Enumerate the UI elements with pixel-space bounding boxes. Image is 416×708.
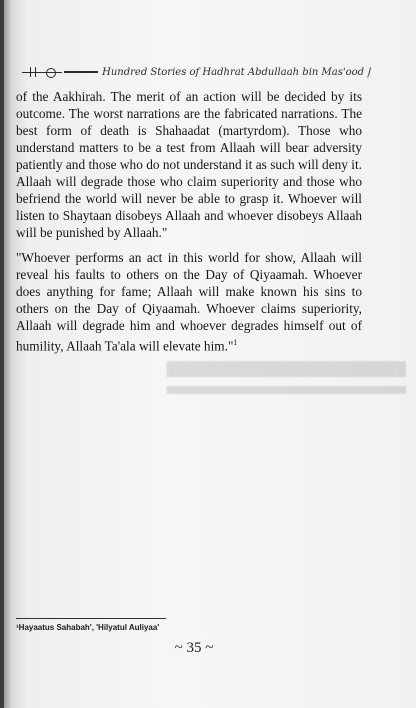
book-page [4,0,416,708]
paragraph-2-text: "Whoever performs an act in this world for show, Allaah will reveal his faults to others on the Day of Qiyaamah. Whoever does anything for fame; Allaah will make known his sins to others on the Day of Qiyaamah. Whoever claims superiority, Allaah will degrade him and whoever degrades himself out of humility, Allaah Ta'ala will elevate him." [16,250,362,354]
bleed-through-texture: ██████████████████████████ ▄▄▄▄▄▄▄▄▄▄▄▄▄▄▄▄▄▄▄▄▄▄▄▄▄▄ [166,361,406,393]
footnote-rule [16,618,166,619]
body-text [16,88,362,362]
paragraph-2 [16,249,362,354]
page-number: ~ 35 ~ [174,640,214,656]
header-ornament-icon [22,65,64,79]
footnote: ¹Hayaatus Sahabah', 'Hilyatul Auliyaa' [16,623,160,632]
running-header [22,62,370,82]
paragraph-1: of the Aakhirah. The merit of an action will be decided by its outcome. The worst narrations are the fabricated narrations. The best form of death is Shahaadat (martyrdom). Those who understand matters to be a test from Allaah will bear adversity patiently and those who do not understand it as such will deny it. Allaah will degrade those who claim superiority and those who befriend the world will never be able to grasp it. Whoever will listen to Shaytaan disobeys Allaah and whoever disobeys Allaah will be punished by Allaah." [16,89,362,240]
header-title: Hundred Stories of Hadhrat Abdullaah bin Mas'ood إ [102,66,370,78]
footnote-reference: 1 [233,338,238,347]
header-rule [64,71,98,72]
